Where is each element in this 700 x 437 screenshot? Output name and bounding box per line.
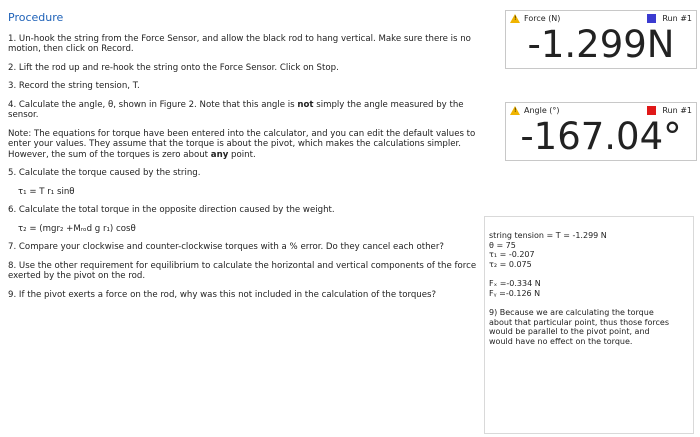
warning-icon (510, 106, 520, 115)
angle-run-label: Run #1 (662, 105, 692, 115)
angle-meter[interactable] (505, 102, 697, 161)
procedure-title: Procedure (8, 11, 64, 24)
step-5: 5. Calculate the torque caused by the string. (8, 168, 201, 178)
step-7: 7. Compare your clockwise and counter-clockwise torques with a % error. Do they cancel each other? (8, 242, 444, 252)
angle-meter-label: Angle (°) (524, 105, 560, 115)
run-color-swatch (647, 14, 656, 23)
answer-torque-1: τ₁ = -0.207 (489, 250, 535, 259)
force-run-label: Run #1 (662, 13, 692, 23)
formula-torque-1: τ₁ = T r₁ sinθ (18, 186, 75, 197)
step-6: 6. Calculate the total torque in the opposite direction caused by the weight. (8, 205, 335, 215)
answer-9-line-4: would have no effect on the torque. (489, 336, 633, 346)
step-4-text-b: simply the angle measured by the sensor. (8, 99, 464, 120)
step-3: 3. Record the string tension, T. (8, 81, 140, 91)
step-4 (8, 100, 480, 121)
warning-icon (510, 14, 520, 23)
step-8: 8. Use the other requirement for equilibrium to calculate the horizontal and vertical components of the force exerted by the pivot on the rod. (8, 260, 477, 281)
note-text-b: point. (228, 149, 256, 160)
note-emphasis: any (210, 149, 229, 160)
force-meter[interactable] (505, 10, 697, 69)
angle-value: -167.04° (520, 115, 682, 158)
step-4-text-a: 4. Calculate the angle, θ, shown in Figure 2. Note that this angle is (8, 99, 298, 110)
note-text-a: Note: The equations for torque have been entered into the calculator, and you can edit the default values to enter your values. They assume that the torque is about the pivot, which makes the calculations simpler. However, the sum of the torques is zero about (8, 128, 476, 160)
force-value: -1.299N (527, 23, 675, 66)
answer-tension: string tension = T = -1.299 N (489, 231, 607, 240)
answer-9-line-3: would be parallel to the pivot point, and (489, 327, 650, 336)
step-2: 2. Lift the rod up and re-hook the string onto the Force Sensor. Click on Stop. (8, 62, 339, 73)
step-9: 9. If the pivot exerts a force on the rod, why was this not included in the calculation of the torques? (8, 289, 437, 300)
answer-fx: Fₓ =-0.334 N (489, 279, 541, 288)
answer-torque-2: τ₂ = 0.075 (489, 259, 532, 269)
answer-theta: θ = 75 (489, 240, 516, 250)
step-1: 1. Un-hook the string from the Force Sensor, and allow the black rod to hang vertical. Make sure there is no motion, then click on Record. (8, 33, 471, 54)
formula-torque-2: τ₂ = (mgr₂ +Mᵣₒd g r₁) cosθ (18, 223, 136, 234)
answer-fy: Fᵧ =-0.126 N (489, 288, 541, 298)
run-color-swatch (647, 106, 656, 115)
note (8, 129, 480, 161)
force-meter-label: Force (N) (524, 13, 561, 23)
answers-panel[interactable] (484, 216, 694, 434)
answer-9-line-1: 9) Because we are calculating the torque (489, 308, 654, 317)
procedure-panel (8, 8, 480, 308)
step-4-emphasis: not (297, 99, 314, 110)
answer-9-line-2: about that particular point, thus those forces (489, 317, 669, 327)
